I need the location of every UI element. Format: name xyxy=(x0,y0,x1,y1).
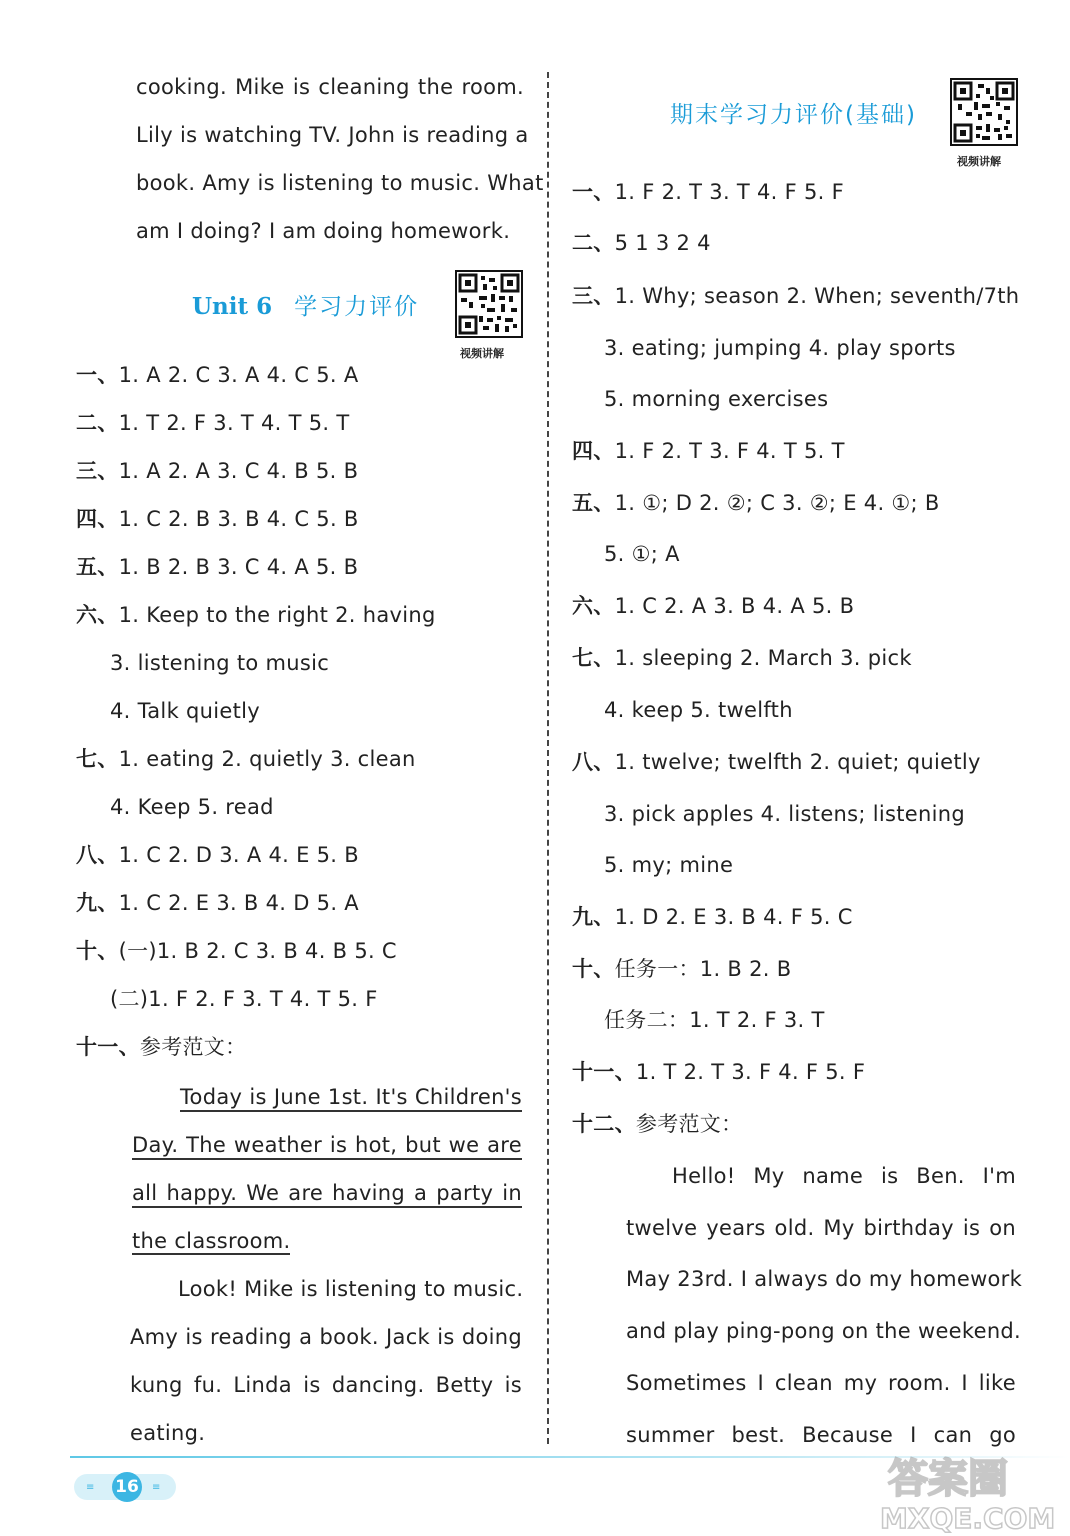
answer-row xyxy=(604,539,680,569)
question-mark: 十、 xyxy=(572,957,615,981)
answer-text: 3. listening to music xyxy=(110,651,330,675)
qr-caption: 视频讲解 xyxy=(460,347,504,360)
answer-row xyxy=(572,436,845,466)
answer-text: (二)1. F 2. F 3. T 4. T 5. F xyxy=(110,987,378,1011)
section-title xyxy=(670,96,917,129)
answer-row xyxy=(604,1005,825,1035)
answer-row xyxy=(604,799,965,829)
answer-row xyxy=(76,408,349,438)
answer-text: 5. ①; A xyxy=(604,542,680,566)
answer-text: 1. C 2. A 3. B 4. A 5. B xyxy=(614,594,855,618)
essay-text: Day. The weather is hot, but we are xyxy=(132,1133,522,1160)
essay-line xyxy=(132,1226,290,1256)
question-mark: 三、 xyxy=(76,459,119,483)
answer-row xyxy=(572,228,711,258)
watermark-top: 答案圈 xyxy=(888,1456,1008,1502)
badge-dots-icon: ≡ xyxy=(152,1482,163,1493)
question-mark: 十一、 xyxy=(76,1035,140,1059)
answer-text: 1. C 2. B 3. B 4. C 5. B xyxy=(118,507,359,531)
answer-row xyxy=(572,747,981,777)
question-mark: 一、 xyxy=(572,180,615,204)
answer-text: 1. Keep to the right 2. having xyxy=(118,603,436,627)
paragraph-line: book. Amy is listening to music. What xyxy=(136,171,544,195)
question-mark: 十二、 xyxy=(572,1112,636,1136)
answer-row xyxy=(604,333,956,363)
essay-line: Hello! My name is Ben. I'm xyxy=(672,1164,1016,1188)
watermark-bottom: MXQE.COM xyxy=(880,1502,1056,1534)
answer-text: 1. eating 2. quietly 3. clean xyxy=(118,747,416,771)
answer-row xyxy=(572,1057,865,1087)
answer-text: 1. T 2. F 3. T 4. T 5. T xyxy=(118,411,350,435)
answer-text: 参考范文： xyxy=(635,1112,743,1136)
paragraph-line: am I doing? I am doing homework. xyxy=(136,219,511,243)
answer-row xyxy=(76,744,416,774)
section-title-en: Unit 6 xyxy=(192,293,273,320)
answer-row xyxy=(76,1032,246,1062)
answer-text: (一)1. B 2. C 3. B 4. B 5. C xyxy=(118,939,397,963)
answer-text: 1. C 2. E 3. B 4. D 5. A xyxy=(118,891,359,915)
essay-line: eating. xyxy=(130,1421,206,1445)
question-mark: 二、 xyxy=(76,411,119,435)
answer-text: 1. C 2. D 3. A 4. E 5. B xyxy=(118,843,359,867)
essay-line: May 23rd. I always do my homework xyxy=(626,1267,1023,1291)
answer-text: 1. A 2. C 3. A 4. C 5. A xyxy=(118,363,359,387)
answer-row xyxy=(572,281,1019,311)
section-title-cn: 期末学习力评价(基础) xyxy=(670,102,917,128)
section-title xyxy=(192,288,419,321)
essay-text: Today is June 1st. It's Children's xyxy=(180,1085,522,1112)
answer-text: 1. F 2. T 3. F 4. T 5. T xyxy=(614,439,845,463)
page-number: 16 xyxy=(112,1472,142,1502)
answer-row xyxy=(604,850,733,880)
essay-text: all happy. We are having a party in xyxy=(132,1181,522,1208)
answer-text: 3. eating; jumping 4. play sports xyxy=(604,336,956,360)
badge-dots-icon: ≡ xyxy=(86,1482,97,1493)
question-mark: 四、 xyxy=(572,439,615,463)
answer-text: 5. morning exercises xyxy=(604,387,829,411)
question-mark: 九、 xyxy=(76,891,119,915)
answer-row xyxy=(110,984,378,1014)
question-mark: 十、 xyxy=(76,939,119,963)
essay-line: summer best. Because I can go xyxy=(626,1423,1016,1447)
answer-row xyxy=(604,695,793,725)
qr-code-icon[interactable] xyxy=(950,78,1018,146)
question-mark: 六、 xyxy=(572,594,615,618)
answer-row xyxy=(76,504,359,534)
essay-line: Amy is reading a book. Jack is doing xyxy=(130,1325,522,1349)
answer-row xyxy=(76,360,359,390)
answer-row xyxy=(572,902,853,932)
answer-row xyxy=(76,552,358,582)
answer-row xyxy=(110,648,329,678)
paragraph-line: Lily is watching TV. John is reading a xyxy=(136,123,529,147)
answer-row xyxy=(572,488,940,518)
question-mark: 八、 xyxy=(572,750,615,774)
essay-line xyxy=(132,1178,522,1208)
answer-row xyxy=(572,954,791,984)
question-mark: 二、 xyxy=(572,231,615,255)
answer-row xyxy=(76,456,358,486)
question-mark: 八、 xyxy=(76,843,119,867)
answer-text: 1. Why; season 2. When; seventh/7th xyxy=(614,284,1020,308)
essay-line: Sometimes I clean my room. I like xyxy=(626,1371,1016,1395)
essay-line: twelve years old. My birthday is on xyxy=(626,1216,1016,1240)
question-mark: 五、 xyxy=(76,555,119,579)
question-mark: 七、 xyxy=(76,747,119,771)
answer-text: 1. ①; D 2. ②; C 3. ②; E 4. ①; B xyxy=(614,491,940,515)
answer-row xyxy=(76,600,436,630)
watermark-logo xyxy=(868,1448,1064,1534)
answer-row xyxy=(76,936,397,966)
question-mark: 七、 xyxy=(572,646,615,670)
answer-text: 1. D 2. E 3. B 4. F 5. C xyxy=(614,905,853,929)
answer-row xyxy=(572,591,854,621)
answer-text: 1. T 2. T 3. F 4. F 5. F xyxy=(635,1060,866,1084)
essay-line: and play ping-pong on the weekend. xyxy=(626,1319,1022,1343)
answer-row xyxy=(604,384,828,414)
answer-text: 5. my; mine xyxy=(604,853,734,877)
answer-text: 参考范文： xyxy=(139,1035,247,1059)
question-mark: 三、 xyxy=(572,284,615,308)
answer-text: 1. A 2. A 3. C 4. B 5. B xyxy=(118,459,359,483)
answer-text: 4. Keep 5. read xyxy=(110,795,274,819)
answer-text: 任务二：1. T 2. F 3. T xyxy=(604,1008,825,1032)
essay-line xyxy=(180,1082,522,1112)
answer-row xyxy=(110,792,274,822)
question-mark: 十一、 xyxy=(572,1060,636,1084)
answer-text: 4. keep 5. twelfth xyxy=(604,698,793,722)
question-mark: 四、 xyxy=(76,507,119,531)
column-divider xyxy=(547,72,549,1444)
essay-line xyxy=(132,1130,522,1160)
section-title-cn: 学习力评价 xyxy=(294,294,420,320)
answer-row xyxy=(110,696,260,726)
essay-line: kung fu. Linda is dancing. Betty is xyxy=(130,1373,522,1397)
answer-row xyxy=(572,1109,742,1139)
answer-text: 1. sleeping 2. March 3. pick xyxy=(614,646,912,670)
paragraph-line: cooking. Mike is cleaning the room. xyxy=(136,75,524,99)
qr-caption: 视频讲解 xyxy=(957,155,1001,168)
answer-text: 1. F 2. T 3. T 4. F 5. F xyxy=(614,180,844,204)
question-mark: 九、 xyxy=(572,905,615,929)
essay-line: Look! Mike is listening to music. xyxy=(178,1277,524,1301)
question-mark: 一、 xyxy=(76,363,119,387)
answer-row xyxy=(76,840,359,870)
question-mark: 六、 xyxy=(76,603,119,627)
answer-row xyxy=(572,643,912,673)
essay-text: the classroom. xyxy=(132,1229,291,1253)
qr-code-icon[interactable] xyxy=(455,270,523,338)
answer-text: 任务一：1. B 2. B xyxy=(614,957,792,981)
answer-row xyxy=(76,888,359,918)
answer-text: 1. twelve; twelfth 2. quiet; quietly xyxy=(614,750,981,774)
question-mark: 五、 xyxy=(572,491,615,515)
answer-text: 5 1 3 2 4 xyxy=(614,231,711,255)
answer-text: 1. B 2. B 3. C 4. A 5. B xyxy=(118,555,359,579)
answer-row xyxy=(572,177,844,207)
answer-text: 4. Talk quietly xyxy=(110,699,260,723)
answer-text: 3. pick apples 4. listens; listening xyxy=(604,802,965,826)
